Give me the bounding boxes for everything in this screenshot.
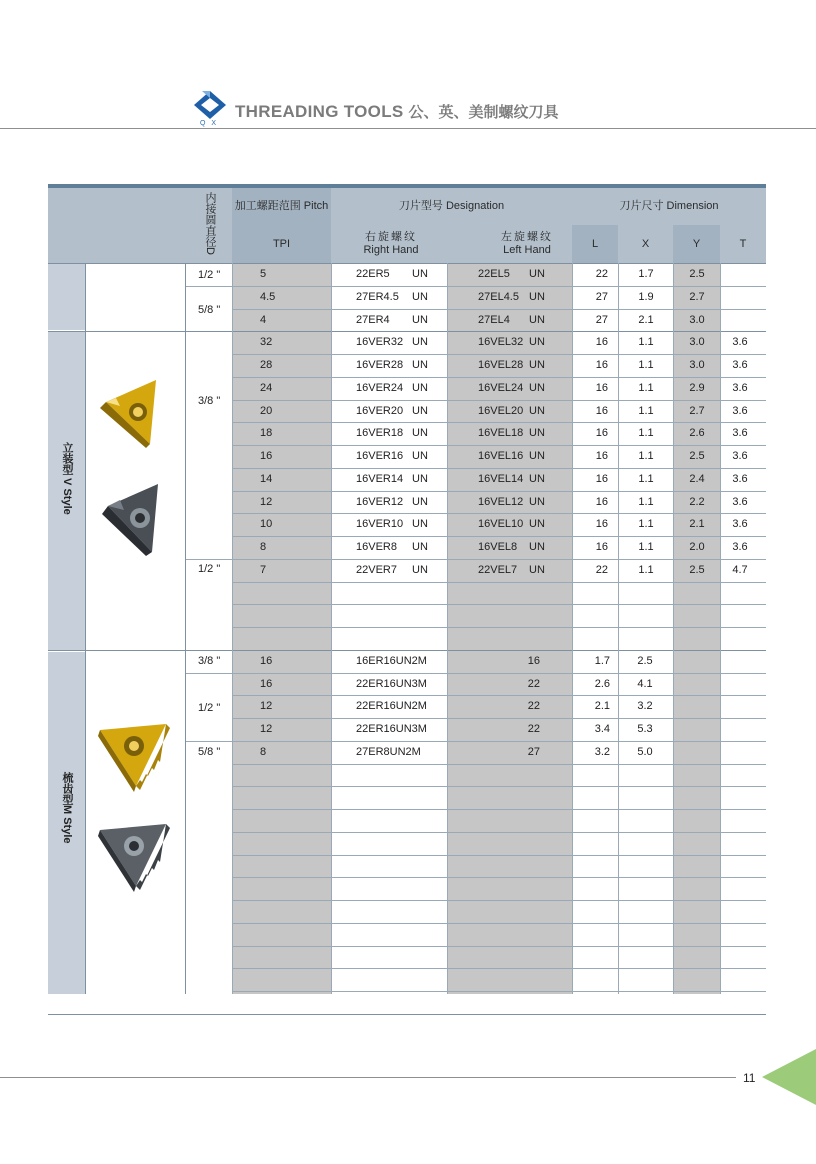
left-hand-thread: UN: [529, 313, 545, 326]
x-value: 1.1: [638, 518, 654, 531]
tpi-cell: 18: [260, 427, 273, 440]
row-divider: [48, 1014, 766, 1015]
section-label-v-style: 立装型 V Style: [61, 442, 73, 515]
left-hand-thread: UN: [529, 450, 545, 462]
row-divider: [232, 559, 766, 560]
tpi-cell: 12: [260, 700, 273, 713]
right-hand-thread: UN: [412, 450, 428, 462]
right-hand-designation: 27ER4: [356, 313, 390, 326]
x-value: 1.1: [638, 495, 654, 508]
header-right-hand-label: 右旋螺纹 Right Hand: [363, 231, 419, 256]
row-divider: [232, 309, 766, 310]
row-divider: [232, 923, 766, 924]
t-value: 3.6: [732, 336, 748, 349]
row-divider: [232, 582, 766, 583]
t-value: 3.6: [732, 359, 748, 371]
x-value: 1.1: [638, 563, 654, 576]
right-hand-designation: 22ER5: [356, 268, 390, 280]
y-value: 2.1: [689, 518, 705, 531]
left-hand-thread: UN: [529, 381, 545, 394]
tpi-cell: 20: [260, 404, 273, 417]
l-value: 16: [595, 495, 608, 508]
row-divider: [232, 286, 766, 287]
row-divider: [48, 650, 766, 651]
row-divider: [232, 832, 766, 833]
row-divider: [232, 468, 766, 469]
right-hand-designation: 16VER28: [356, 359, 404, 371]
header-x-label: X: [641, 237, 650, 250]
y-value: 2.7: [689, 404, 705, 417]
row-divider: [232, 764, 766, 765]
left-hand-designation: 22: [527, 723, 540, 735]
left-hand-thread: UN: [529, 427, 545, 440]
row-divider: [232, 741, 766, 742]
row-divider: [232, 354, 766, 355]
y-value: 3.0: [689, 336, 705, 349]
tpi-cell: 12: [260, 723, 273, 735]
tpi-cell: 8: [260, 541, 267, 553]
column-divider: [720, 263, 721, 994]
right-hand-thread: UN: [412, 518, 428, 531]
row-divider: [232, 718, 766, 719]
row-divider: [232, 855, 766, 856]
right-hand-designation: 27ER8UN2M: [356, 745, 421, 758]
row-divider: [232, 968, 766, 969]
page-title-cn: 公、英、美制螺纹刀具: [408, 104, 559, 121]
x-value: 1.1: [638, 541, 654, 553]
row-divider: [48, 331, 766, 332]
footer-divider: [0, 1077, 736, 1078]
row-divider: [232, 695, 766, 696]
row-divider: [232, 536, 766, 537]
row-divider: [232, 809, 766, 810]
left-hand-thread: UN: [529, 563, 545, 576]
d-group-divider: [185, 741, 232, 742]
row-divider: [232, 400, 766, 401]
d-value: 1/2 ": [198, 269, 221, 281]
left-hand-thread: UN: [529, 268, 545, 280]
left-hand-designation: 16VEL24: [478, 381, 524, 394]
y-value: 2.2: [689, 495, 705, 508]
left-hand-designation: 16VEL18: [478, 427, 524, 440]
t-value: 4.7: [732, 563, 748, 576]
l-value: 16: [595, 427, 608, 440]
row-divider: [232, 491, 766, 492]
right-hand-thread: UN: [412, 404, 428, 417]
right-hand-thread: UN: [412, 336, 428, 349]
right-hand-designation: 16VER24: [356, 381, 404, 394]
right-hand-thread: UN: [412, 541, 428, 553]
y-value: 2.5: [689, 450, 705, 462]
tpi-cell: 28: [260, 359, 273, 371]
x-value: 1.1: [638, 450, 654, 462]
x-value: 1.1: [638, 359, 654, 371]
section-label-m-style: 梳齿型M Style: [61, 772, 73, 844]
left-hand-designation: 16VEL28: [478, 359, 524, 371]
tpi-cell: 32: [260, 336, 273, 349]
y-value: 3.0: [689, 359, 705, 371]
left-hand-thread: UN: [529, 518, 545, 531]
v-style-gray-insert-icon: [98, 480, 166, 558]
right-hand-thread: UN: [412, 268, 428, 280]
x-value: 1.1: [638, 427, 654, 440]
header-y-label: Y: [692, 237, 701, 250]
header-pitch-label: 加工螺距范围 Pitch: [234, 200, 329, 212]
row-divider: [232, 877, 766, 878]
y-value: 2.5: [689, 563, 705, 576]
m-style-gray-insert-icon: [96, 820, 170, 892]
l-value: 16: [595, 450, 608, 462]
left-hand-column-shade: [447, 263, 572, 994]
tpi-cell: 5: [260, 268, 267, 280]
tpi-cell: 10: [260, 518, 273, 531]
l-value: 3.2: [594, 745, 610, 758]
l-value: 27: [595, 313, 608, 326]
x-value: 1.1: [638, 404, 654, 417]
right-hand-designation: 22ER16UN3M: [356, 723, 427, 735]
x-value: 5.3: [637, 723, 653, 735]
right-hand-designation: 16ER16UN2M: [356, 654, 427, 667]
l-value: 16: [595, 336, 608, 349]
x-value: 1.7: [638, 268, 654, 280]
y-column-shade: [673, 263, 720, 994]
left-hand-designation: 22: [527, 677, 540, 690]
section-strip-top: [48, 263, 85, 330]
tpi-cell: 24: [260, 381, 273, 394]
column-divider: [572, 263, 573, 994]
tpi-cell: 16: [260, 450, 273, 462]
left-hand-thread: UN: [529, 336, 545, 349]
column-divider: [185, 263, 186, 994]
left-hand-designation: 27: [527, 745, 540, 758]
t-value: 3.6: [732, 404, 748, 417]
y-value: 2.6: [689, 427, 705, 440]
row-divider: [232, 422, 766, 423]
x-value: 2.1: [638, 313, 654, 326]
left-hand-designation: 22VEL7: [478, 563, 518, 576]
left-hand-thread: UN: [529, 290, 545, 303]
right-hand-designation: 16VER20: [356, 404, 404, 417]
t-value: 3.6: [732, 472, 748, 485]
d-group-divider: [185, 673, 232, 674]
right-hand-thread: UN: [412, 290, 428, 303]
l-value: 1.7: [594, 654, 610, 667]
right-hand-designation: 16VER10: [356, 518, 404, 531]
tpi-cell: 4: [260, 313, 267, 326]
header-divider: [0, 128, 816, 129]
right-hand-thread: UN: [412, 359, 428, 371]
row-divider: [232, 991, 766, 992]
right-hand-designation: 27ER4.5: [356, 290, 399, 303]
right-hand-designation: 16VER12: [356, 495, 404, 508]
row-divider: [232, 786, 766, 787]
d-value: 5/8 ": [198, 304, 221, 316]
x-value: 1.1: [638, 336, 654, 349]
tpi-column-shade: [232, 263, 331, 994]
left-hand-designation: 16VEL16: [478, 450, 524, 462]
x-value: 5.0: [637, 745, 653, 758]
l-value: 16: [595, 472, 608, 485]
left-hand-designation: 16VEL10: [478, 518, 524, 531]
row-divider: [232, 946, 766, 947]
x-value: 4.1: [637, 677, 653, 690]
left-hand-designation: 16VEL12: [478, 495, 524, 508]
right-hand-thread: UN: [412, 427, 428, 440]
left-hand-thread: UN: [529, 472, 545, 485]
x-value: 2.5: [637, 654, 653, 667]
tpi-cell: 7: [260, 563, 267, 576]
column-divider: [447, 263, 448, 994]
left-hand-designation: 22: [527, 700, 540, 713]
header-left-hand-label: 左旋螺纹 Left Hand: [501, 231, 553, 256]
threading-inserts-table: [48, 184, 766, 994]
t-value: 3.6: [732, 541, 748, 553]
t-value: 3.6: [732, 518, 748, 531]
x-value: 1.9: [638, 290, 654, 303]
row-divider: [232, 627, 766, 628]
page-corner-triangle: [762, 1049, 816, 1105]
t-value: 3.6: [732, 381, 748, 394]
right-hand-designation: 16VER18: [356, 427, 404, 440]
logo-text: Q X: [200, 120, 219, 127]
l-value: 16: [595, 359, 608, 371]
d-value: 1/2 ": [198, 702, 221, 714]
l-value: 2.1: [594, 700, 610, 713]
row-divider: [232, 673, 766, 674]
t-value: 3.6: [732, 427, 748, 440]
x-value: 1.1: [638, 472, 654, 485]
l-value: 22: [595, 563, 608, 576]
right-hand-designation: 22ER16UN2M: [356, 700, 427, 713]
y-value: 2.9: [689, 381, 705, 394]
column-divider: [673, 263, 674, 994]
right-hand-thread: UN: [412, 381, 428, 394]
left-hand-designation: 16VEL8: [478, 541, 518, 553]
row-divider: [48, 263, 766, 264]
l-value: 2.6: [594, 677, 610, 690]
y-value: 3.0: [689, 313, 705, 326]
t-value: 3.6: [732, 450, 748, 462]
row-divider: [232, 604, 766, 605]
column-divider: [331, 263, 332, 994]
l-value: 16: [595, 381, 608, 394]
header-l-label: L: [591, 237, 599, 250]
right-hand-designation: 16VER32: [356, 336, 404, 349]
l-value: 16: [595, 404, 608, 417]
d-value: 1/2 ": [198, 563, 221, 575]
row-divider: [232, 377, 766, 378]
left-hand-designation: 16: [527, 654, 540, 667]
l-value: 16: [595, 541, 608, 553]
right-hand-designation: 16VER8: [356, 541, 397, 553]
y-value: 2.4: [689, 472, 705, 485]
l-value: 3.4: [594, 723, 610, 735]
right-hand-thread: UN: [412, 495, 428, 508]
left-hand-designation: 16VEL20: [478, 404, 524, 417]
tpi-cell: 16: [260, 654, 273, 667]
header-designation-label: 刀片型号 Designation: [398, 200, 505, 212]
y-value: 2.5: [689, 268, 705, 280]
tpi-cell: 14: [260, 472, 273, 485]
left-hand-designation: 27EL4.5: [478, 290, 519, 303]
right-hand-designation: 16VER16: [356, 450, 404, 462]
tpi-cell: 4.5: [260, 290, 276, 303]
m-style-gold-insert-icon: [96, 720, 170, 792]
header-d-label: 内接圆直径D: [204, 192, 216, 255]
header-t-label: T: [739, 237, 747, 250]
d-group-divider: [185, 286, 232, 287]
left-hand-designation: 27EL4: [478, 313, 510, 326]
left-hand-designation: 16VEL32: [478, 336, 524, 349]
x-value: 1.1: [638, 381, 654, 394]
header-tpi-label: TPI: [272, 237, 291, 250]
header-dimension-label: 刀片尺寸 Dimension: [619, 200, 719, 212]
left-hand-designation: 16VEL14: [478, 472, 524, 485]
l-value: 16: [595, 518, 608, 531]
column-divider: [618, 263, 619, 994]
x-value: 3.2: [637, 700, 653, 713]
tpi-cell: 12: [260, 495, 273, 508]
right-hand-designation: 16VER14: [356, 472, 404, 485]
row-divider: [232, 445, 766, 446]
right-hand-thread: UN: [412, 313, 428, 326]
d-group-divider: [185, 559, 232, 560]
y-value: 2.0: [689, 541, 705, 553]
left-hand-thread: UN: [529, 404, 545, 417]
tpi-cell: 16: [260, 677, 273, 690]
y-value: 2.7: [689, 290, 705, 303]
row-divider: [232, 513, 766, 514]
header-blank-cell: [48, 188, 185, 263]
page-number: 11: [743, 1071, 756, 1085]
column-divider: [85, 263, 86, 994]
column-divider: [232, 263, 233, 994]
row-divider: [232, 900, 766, 901]
d-value: 3/8 ": [198, 395, 221, 407]
l-value: 27: [595, 290, 608, 303]
right-hand-thread: UN: [412, 563, 428, 576]
d-value: 3/8 ": [198, 655, 221, 667]
t-value: 3.6: [732, 495, 748, 508]
right-hand-thread: UN: [412, 472, 428, 485]
v-style-gold-insert-icon: [96, 374, 166, 450]
l-value: 22: [595, 268, 608, 280]
left-hand-designation: 22EL5: [478, 268, 510, 280]
left-hand-thread: UN: [529, 359, 545, 371]
left-hand-thread: UN: [529, 541, 545, 553]
d-value: 5/8 ": [198, 746, 221, 758]
left-hand-thread: UN: [529, 495, 545, 508]
right-hand-designation: 22VER7: [356, 563, 397, 576]
right-hand-designation: 22ER16UN3M: [356, 677, 427, 690]
page-title: THREADING TOOLS 公、英、美制螺纹刀具: [235, 102, 559, 121]
tpi-cell: 8: [260, 745, 267, 758]
